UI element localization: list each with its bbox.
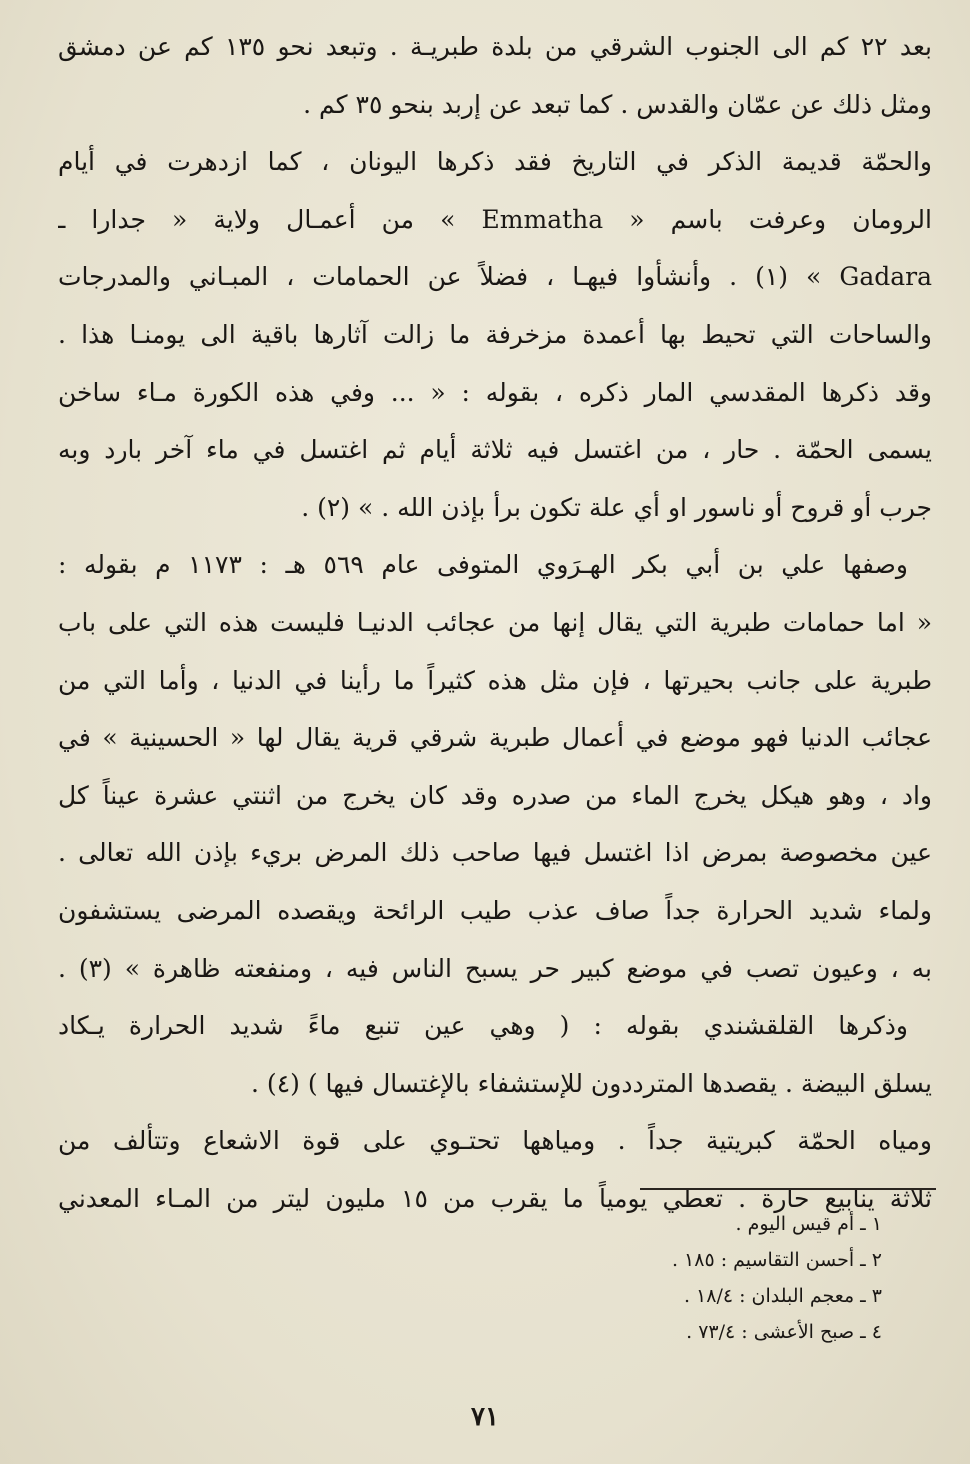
- body-text: [58, 18, 932, 1227]
- body-line-16: ولماء شديد الحرارة جداً صاف عذب طيب الرائحة ويقصده المرضى يستشفون: [58, 895, 932, 925]
- footnote-3: ٣ ـ معجم البلدان : ١٨/٤ .: [683, 1285, 882, 1307]
- footnote-2: ٢ ـ أحسن التقاسيم : ١٨٥ .: [671, 1249, 882, 1271]
- body-line-11: « اما حمامات طبرية التي يقال إنها من عجائب الدنيـا فليست هذه التي على باب: [58, 607, 932, 637]
- body-line-10: وصفها علي بن أبي بكر الهـرَوي المتوفى عام ٥٦٩ هـ : ١١٧٣ م بقوله :: [58, 550, 908, 580]
- body-line-21: ثلاثة ينابيع حارة . تعطي يومياً ما يقرب من ١٥ مليون ليتر من المـاء المعدني: [58, 1183, 932, 1213]
- footnote-4: ٤ ـ صبح الأعشى : ٧٣/٤ .: [686, 1321, 882, 1343]
- body-line-17: به ، وعيون تصب في موضع كبير حر يسبح الناس فيه ، ومنفعته ظاهرة » (٣) .: [58, 953, 932, 983]
- body-line-2: ومثل ذلك عن عمّان والقدس . كما تبعد عن إربد بنحو ٣٥ كم .: [303, 89, 932, 119]
- body-line-8: يسمى الحمّة . حار ، من اغتسل فيه ثلاثة أيام ثم اغتسل في ماء آخر بارد وبه: [58, 435, 932, 465]
- body-line-13: عجائب الدنيا فهو موضع في أعمال طبرية شرقي قرية يقال لها « الحسينية » في: [58, 723, 932, 753]
- body-line-20: ومياه الحمّة كبريتية جداً . ومياهها تحتـوي على قوة الاشعاع وتتألف من: [58, 1126, 932, 1156]
- footnotes: [462, 1206, 882, 1350]
- body-line-18: وذكرها القلقشندي بقوله : ( وهي عين تنبع ماءً شديد الحرارة يـكاد: [58, 1011, 908, 1041]
- body-line-6: والساحات التي تحيط بها أعمدة مزخرفة ما زالت آثارها باقية الى يومنـا هذا .: [58, 319, 932, 349]
- body-line-3: والحمّة قديمة الذكر في التاريخ فقد ذكرها اليونان ، كما ازدهرت في أيام: [58, 147, 932, 177]
- footnote-separator: [640, 1188, 936, 1190]
- body-line-4: الرومان وعرفت باسم « Emmatha » من أعمـال ولاية « جدارا ـ: [58, 204, 932, 234]
- body-line-12: طبرية على جانب بحيرتها ، فإن مثل هذه كثيراً ما رأينا في الدنيا ، وأما التي من: [58, 665, 932, 695]
- body-line-19: يسلق البيضة . يقصدها المترددون للإستشفاء بالإغتسال فيها ) (٤) .: [251, 1068, 932, 1098]
- body-line-1: بعد ٢٢ كم الى الجنوب الشرقي من بلدة طبريـة . وتبعد نحو ١٣٥ كم عن دمشق: [58, 32, 932, 61]
- body-line-5: Gadara » (١) . وأنشأوا فيهـا ، فضلاً عن الحمامات ، المبـاني والمدرجات: [58, 262, 932, 292]
- body-line-9: جرب أو قروح أو ناسور او أي علة تكون برأ بإذن الله . » (٢) .: [301, 492, 932, 522]
- body-line-15: عين مخصوصة بمرض اذا اغتسل فيها صاحب ذلك المرض بريء بإذن الله تعالى .: [58, 838, 932, 868]
- body-line-7: وقد ذكرها المقدسي المار ذكره ، بقوله : « ... وفي هذه الكورة مـاء ساخن: [58, 377, 932, 407]
- body-line-14: واد ، وهو هيكل يخرج الماء من صدره وقد كان يخرج من اثنتي عشرة عيناً كل: [58, 780, 932, 810]
- page-number: ٧١: [471, 1402, 499, 1432]
- footnote-1: ١ ـ أم قيس اليوم .: [735, 1213, 882, 1235]
